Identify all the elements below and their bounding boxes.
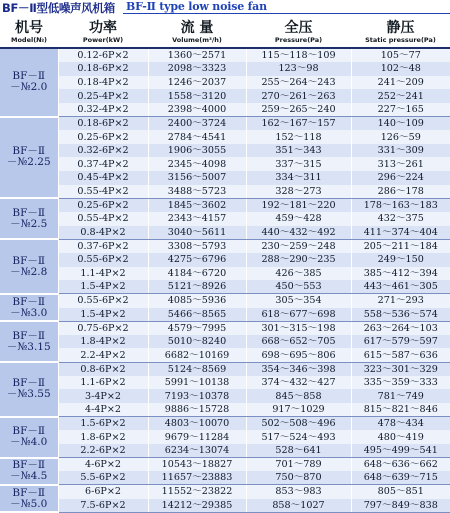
volume-cell: 10543～18827 (148, 458, 246, 472)
pressure-cell: 351～343 (246, 144, 351, 158)
volume-cell: 14212～29385 (148, 499, 246, 513)
model-label: BF－Ⅱ (12, 486, 46, 499)
model-label: BF－Ⅱ (12, 459, 46, 472)
static-pressure-cell: 495～499～541 (351, 444, 450, 458)
static-pressure-cell: 249～150 (351, 253, 450, 267)
static-pressure-cell: 797～849～838 (351, 499, 450, 513)
table-row (0, 62, 450, 76)
static-pressure-cell: 296～224 (351, 171, 450, 185)
pressure-cell: 259～265～240 (246, 103, 351, 117)
model-label: －№2.5 (10, 217, 48, 230)
model-label: BF－Ⅱ (12, 425, 46, 438)
table-row (0, 376, 450, 390)
table-row (0, 198, 450, 212)
model-cell (0, 239, 58, 294)
power-cell: 0.25-6P×2 (58, 198, 148, 212)
pressure-cell: 328～273 (246, 185, 351, 199)
static-pressure-cell: 102～48 (351, 62, 450, 76)
model-label: BF－Ⅱ (12, 295, 46, 308)
table-row (0, 362, 450, 376)
volume-cell: 9679～11284 (148, 430, 246, 444)
pressure-cell: 450～553 (246, 280, 351, 294)
power-cell: 0.25-6P×2 (58, 130, 148, 144)
volume-cell: 5466～8565 (148, 308, 246, 322)
model-label: BF－Ⅱ (12, 206, 46, 219)
static-pressure-cell: 105～77 (351, 48, 450, 62)
volume-cell: 3040～5611 (148, 226, 246, 240)
volume-cell: 3308～5793 (148, 239, 246, 253)
table-row (0, 130, 450, 144)
pressure-cell: 152～118 (246, 130, 351, 144)
volume-cell: 11657～23883 (148, 471, 246, 485)
power-cell: 0.37-4P×2 (58, 157, 148, 171)
model-cell (0, 117, 58, 199)
header-volume: 流 量 Volume(m³/h) (148, 18, 246, 48)
model-label: －№5.0 (10, 497, 48, 510)
static-pressure-cell: 805～851 (351, 485, 450, 499)
pressure-cell: 288～290～235 (246, 253, 351, 267)
model-label: BF－Ⅱ (12, 70, 46, 83)
table-row (0, 157, 450, 171)
power-cell: 0.18-6P×2 (58, 62, 148, 76)
power-cell: 0.12-6P×2 (58, 48, 148, 62)
power-cell: 0.25-4P×2 (58, 89, 148, 103)
static-pressure-cell: 411～374～404 (351, 226, 450, 240)
power-cell: 0.37-6P×2 (58, 239, 148, 253)
power-cell: 0.55-6P×2 (58, 253, 148, 267)
static-pressure-cell: 335～359～333 (351, 376, 450, 390)
static-pressure-cell: 617～579～597 (351, 335, 450, 349)
power-cell: 6-6P×2 (58, 485, 148, 499)
power-cell: 1.5-6P×2 (58, 417, 148, 431)
static-pressure-cell: 313～261 (351, 157, 450, 171)
pressure-cell: 270～261～263 (246, 89, 351, 103)
title-chinese: BF－Ⅱ型低噪声风机箱 (2, 1, 115, 15)
pressure-cell: 255～264～243 (246, 76, 351, 90)
power-cell: 0.55-4P×2 (58, 185, 148, 199)
table-row (0, 144, 450, 158)
model-cell (0, 321, 58, 362)
pressure-cell: 440～432～492 (246, 226, 351, 240)
table-row (0, 226, 450, 240)
pressure-cell: 426～385 (246, 267, 351, 281)
power-cell: 7.5-6P×2 (58, 499, 148, 513)
power-cell: 0.32-6P×2 (58, 144, 148, 158)
static-pressure-cell: 178～163～183 (351, 198, 450, 212)
model-label: －№2.0 (10, 81, 48, 94)
static-pressure-cell: 227～165 (351, 103, 450, 117)
header-model: 机号 Model(№) (0, 18, 58, 48)
power-cell: 1.8-6P×2 (58, 430, 148, 444)
pressure-cell: 858～1027 (246, 499, 351, 513)
pressure-cell: 305～354 (246, 294, 351, 308)
model-cell (0, 48, 58, 117)
power-cell: 1.1-6P×2 (58, 376, 148, 390)
pressure-cell: 354～346～398 (246, 362, 351, 376)
power-cell: 0.18-4P×2 (58, 76, 148, 90)
model-label: BF－Ⅱ (12, 377, 46, 390)
static-pressure-cell: 781～749 (351, 389, 450, 403)
table-row (0, 458, 450, 472)
static-pressure-cell: 648～639～715 (351, 471, 450, 485)
volume-cell: 2345～4098 (148, 157, 246, 171)
spec-table (0, 18, 450, 513)
power-cell: 3-4P×2 (58, 389, 148, 403)
static-pressure-cell: 815～821～846 (351, 403, 450, 417)
static-pressure-cell: 478～434 (351, 417, 450, 431)
pressure-cell: 230～259～248 (246, 239, 351, 253)
table-row (0, 348, 450, 362)
static-pressure-cell: 271～293 (351, 294, 450, 308)
static-pressure-cell: 385～412～394 (351, 267, 450, 281)
table-row (0, 294, 450, 308)
header-static-pressure: 静压 Static pressure(Pa) (351, 18, 450, 48)
model-label: －№3.15 (6, 340, 51, 353)
volume-cell: 5121～8926 (148, 280, 246, 294)
volume-cell: 3156～5007 (148, 171, 246, 185)
table-row (0, 430, 450, 444)
power-cell: 1.5-4P×2 (58, 280, 148, 294)
table-row (0, 171, 450, 185)
volume-cell: 3488～5723 (148, 185, 246, 199)
static-pressure-cell: 126～59 (351, 130, 450, 144)
static-pressure-cell: 331～309 (351, 144, 450, 158)
pressure-cell: 502～508～496 (246, 417, 351, 431)
volume-cell: 2400～3724 (148, 117, 246, 131)
pressure-cell: 459～428 (246, 212, 351, 226)
table-row (0, 389, 450, 403)
static-pressure-cell: 480～419 (351, 430, 450, 444)
table-row (0, 117, 450, 131)
pressure-cell: 334～311 (246, 171, 351, 185)
model-cell (0, 485, 58, 512)
volume-cell: 4579～7995 (148, 321, 246, 335)
pressure-cell: 917～1029 (246, 403, 351, 417)
power-cell: 1.1-4P×2 (58, 267, 148, 281)
power-cell: 2.2-6P×2 (58, 444, 148, 458)
power-cell: 0.45-4P×2 (58, 171, 148, 185)
model-label: －№2.25 (6, 156, 51, 169)
title-english: BF-Ⅱ type low noise fan (126, 0, 267, 13)
header-power: 功率 Power(kW) (58, 18, 148, 48)
volume-cell: 6234～13074 (148, 444, 246, 458)
power-cell: 0.32-4P×2 (58, 103, 148, 117)
pressure-cell: 374～432～427 (246, 376, 351, 390)
table-row (0, 89, 450, 103)
volume-cell: 1845～3602 (148, 198, 246, 212)
table-row (0, 335, 450, 349)
pressure-cell: 853～983 (246, 485, 351, 499)
volume-cell: 2398～4000 (148, 103, 246, 117)
static-pressure-cell: 286～178 (351, 185, 450, 199)
model-label: BF－Ⅱ (12, 145, 46, 158)
static-pressure-cell: 443～461～305 (351, 280, 450, 294)
header-pressure: 全压 Pressure(Pa) (246, 18, 351, 48)
model-cell (0, 362, 58, 417)
title-bar (0, 0, 450, 15)
static-pressure-cell: 205～211～184 (351, 239, 450, 253)
model-label: －№3.0 (10, 306, 48, 319)
table-row (0, 185, 450, 199)
table-row (0, 499, 450, 513)
pressure-cell: 192～181～220 (246, 198, 351, 212)
table-row (0, 308, 450, 322)
power-cell: 0.55-6P×2 (58, 294, 148, 308)
pressure-cell: 337～315 (246, 157, 351, 171)
table-row (0, 417, 450, 431)
pressure-cell: 750～870 (246, 471, 351, 485)
volume-cell: 5991～10138 (148, 376, 246, 390)
pressure-cell: 528～641 (246, 444, 351, 458)
volume-cell: 5010～8240 (148, 335, 246, 349)
table-body (0, 48, 450, 512)
pressure-cell: 115～118～109 (246, 48, 351, 62)
model-label: －№3.55 (6, 388, 51, 401)
table-row (0, 267, 450, 281)
table-row (0, 212, 450, 226)
model-label: －№4.5 (10, 470, 48, 483)
pressure-cell: 618～677～698 (246, 308, 351, 322)
pressure-cell: 701～789 (246, 458, 351, 472)
static-pressure-cell: 648～636～662 (351, 458, 450, 472)
power-cell: 2.2-4P×2 (58, 348, 148, 362)
model-label: －№4.0 (10, 436, 48, 449)
table-row (0, 471, 450, 485)
pressure-cell: 698～695～806 (246, 348, 351, 362)
power-cell: 0.18-6P×2 (58, 117, 148, 131)
pressure-cell: 517～524～493 (246, 430, 351, 444)
power-cell: 5.5-6P×2 (58, 471, 148, 485)
volume-cell: 1906～3055 (148, 144, 246, 158)
table-row (0, 321, 450, 335)
table-row (0, 253, 450, 267)
pressure-cell: 162～167～157 (246, 117, 351, 131)
power-cell: 0.55-4P×2 (58, 212, 148, 226)
table-row (0, 280, 450, 294)
table-row (0, 444, 450, 458)
model-cell (0, 458, 58, 485)
table-row (0, 239, 450, 253)
header-row (0, 18, 450, 48)
volume-cell: 6682～10169 (148, 348, 246, 362)
static-pressure-cell: 432～375 (351, 212, 450, 226)
static-pressure-cell: 263～264～103 (351, 321, 450, 335)
static-pressure-cell: 558～536～574 (351, 308, 450, 322)
pressure-cell: 301～315～198 (246, 321, 351, 335)
power-cell: 4-6P×2 (58, 458, 148, 472)
volume-cell: 4803～10070 (148, 417, 246, 431)
model-cell (0, 417, 58, 458)
static-pressure-cell: 241～209 (351, 76, 450, 90)
power-cell: 0.75-6P×2 (58, 321, 148, 335)
volume-cell: 2784～4541 (148, 130, 246, 144)
pressure-cell: 123～98 (246, 62, 351, 76)
pressure-cell: 845～858 (246, 389, 351, 403)
volume-cell: 4184～6720 (148, 267, 246, 281)
volume-cell: 1360～2571 (148, 48, 246, 62)
power-cell: 4-4P×2 (58, 403, 148, 417)
model-label: BF－Ⅱ (12, 254, 46, 267)
static-pressure-cell: 323～301～329 (351, 362, 450, 376)
power-cell: 1.5-4P×2 (58, 308, 148, 322)
power-cell: 0.8-4P×2 (58, 226, 148, 240)
volume-cell: 9886～15728 (148, 403, 246, 417)
table-row (0, 403, 450, 417)
volume-cell: 2343～4157 (148, 212, 246, 226)
volume-cell: 5124～8569 (148, 362, 246, 376)
volume-cell: 1558～3120 (148, 89, 246, 103)
model-cell (0, 294, 58, 321)
title-underline (123, 13, 450, 14)
static-pressure-cell: 140～109 (351, 117, 450, 131)
volume-cell: 1246～2037 (148, 76, 246, 90)
table-row (0, 76, 450, 90)
static-pressure-cell: 615～587～636 (351, 348, 450, 362)
model-label: －№2.8 (10, 265, 48, 278)
volume-cell: 7193～10378 (148, 389, 246, 403)
static-pressure-cell: 252～241 (351, 89, 450, 103)
table-row (0, 103, 450, 117)
power-cell: 1.8-4P×2 (58, 335, 148, 349)
volume-cell: 4085～5936 (148, 294, 246, 308)
pressure-cell: 668～652～705 (246, 335, 351, 349)
volume-cell: 4275～6796 (148, 253, 246, 267)
table-row (0, 485, 450, 499)
table-row (0, 48, 450, 62)
volume-cell: 2098～3323 (148, 62, 246, 76)
volume-cell: 11552～23822 (148, 485, 246, 499)
power-cell: 0.8-6P×2 (58, 362, 148, 376)
model-cell (0, 198, 58, 239)
model-label: BF－Ⅱ (12, 329, 46, 342)
